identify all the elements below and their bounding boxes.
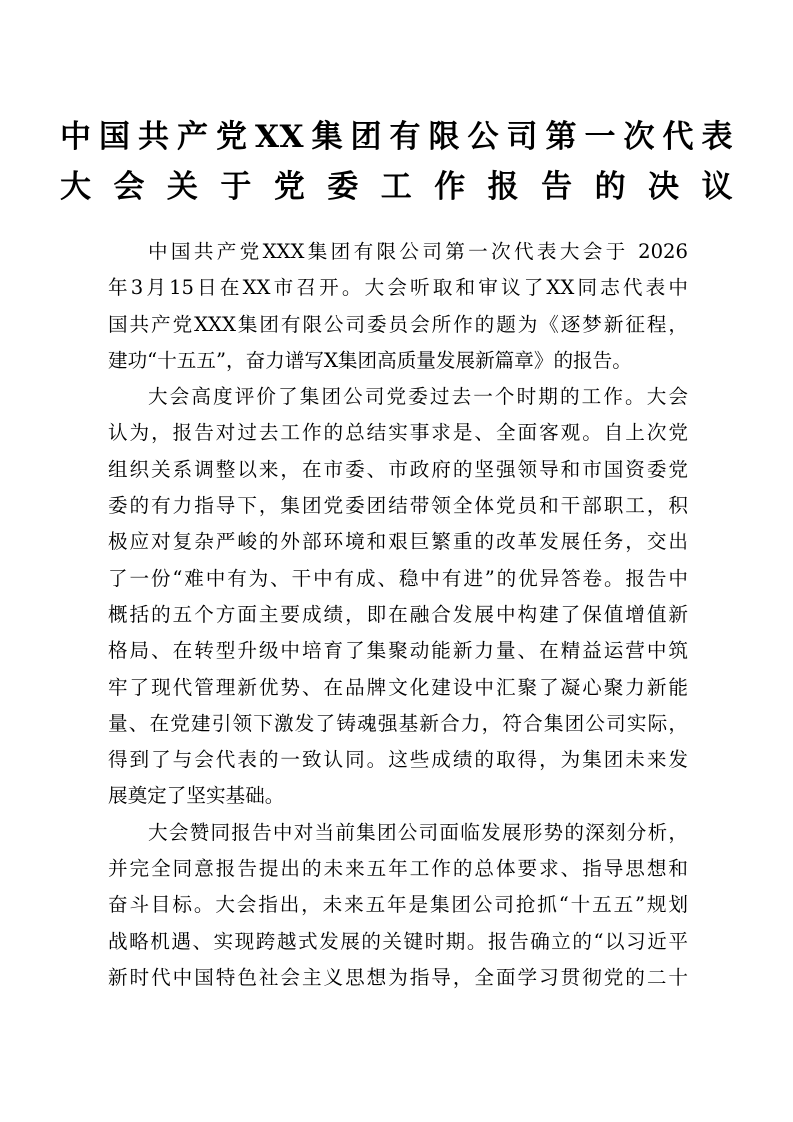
text-line: 量、在党建引领下激发了铸魂强基新合力，符合集团公司实际， <box>108 711 688 735</box>
document-title <box>60 112 733 212</box>
paragraph-1 <box>108 234 688 379</box>
text-line: 国共产党XXX集团有限公司委员会所作的题为《逐梦新征程， <box>108 312 688 336</box>
text-line: 大会高度评价了集团公司党委过去一个时期的工作。大会 <box>148 385 688 409</box>
text-line: 展奠定了坚实基础。 <box>108 784 285 808</box>
text-line: 并完全同意报告提出的未来五年工作的总体要求、指导思想和 <box>108 857 688 881</box>
document-body <box>108 234 688 996</box>
text-line: 奋斗目标。大会指出，未来五年是集团公司抢抓“十五五”规划 <box>108 893 688 917</box>
title-line-2: 大会关于党委工作报告的决议 <box>60 169 733 205</box>
text-line: 极应对复杂严峻的外部环境和艰巨繁重的改革发展任务，交出 <box>108 530 688 554</box>
text-line: 认为，报告对过去工作的总结实事求是、全面客观。自上次党 <box>108 421 688 445</box>
text-line: 概括的五个方面主要成绩，即在融合发展中构建了保值增值新 <box>108 602 688 626</box>
text-line: 建功“十五五”，奋力谱写X集团高质量发展新篇章》的报告。 <box>108 348 632 372</box>
paragraph-2 <box>108 379 688 815</box>
text-line: 得到了与会代表的一致认同。这些成绩的取得，为集团未来发 <box>108 748 688 772</box>
text-line: 牢了现代管理新优势、在品牌文化建设中汇聚了凝心聚力新能 <box>108 675 688 699</box>
text-line: 中国共产党XXX集团有限公司第一次代表大会于 2026 <box>148 240 688 263</box>
text-line: 委的有力指导下，集团党委团结带领全体党员和干部职工，积 <box>108 494 688 518</box>
title-line-1: 中国共产党XX集团有限公司第一次代表 <box>60 119 733 155</box>
text-line: 了一份“难中有为、干中有成、稳中有进”的优异答卷。报告中 <box>108 566 688 590</box>
paragraph-3 <box>108 815 688 996</box>
text-line: 组织关系调整以来，在市委、市政府的坚强领导和市国资委党 <box>108 457 688 481</box>
text-line: 战略机遇、实现跨越式发展的关键时期。报告确立的“以习近平 <box>108 929 688 953</box>
text-line: 新时代中国特色社会主义思想为指导，全面学习贯彻党的二十 <box>108 965 688 989</box>
text-line: 大会赞同报告中对当前集团公司面临发展形势的深刻分析， <box>148 820 688 844</box>
text-line: 格局、在转型升级中培育了集聚动能新力量、在精益运营中筑 <box>108 639 688 663</box>
text-line: 年3月15日在XX市召开。大会听取和审议了XX同志代表中 <box>108 276 688 300</box>
